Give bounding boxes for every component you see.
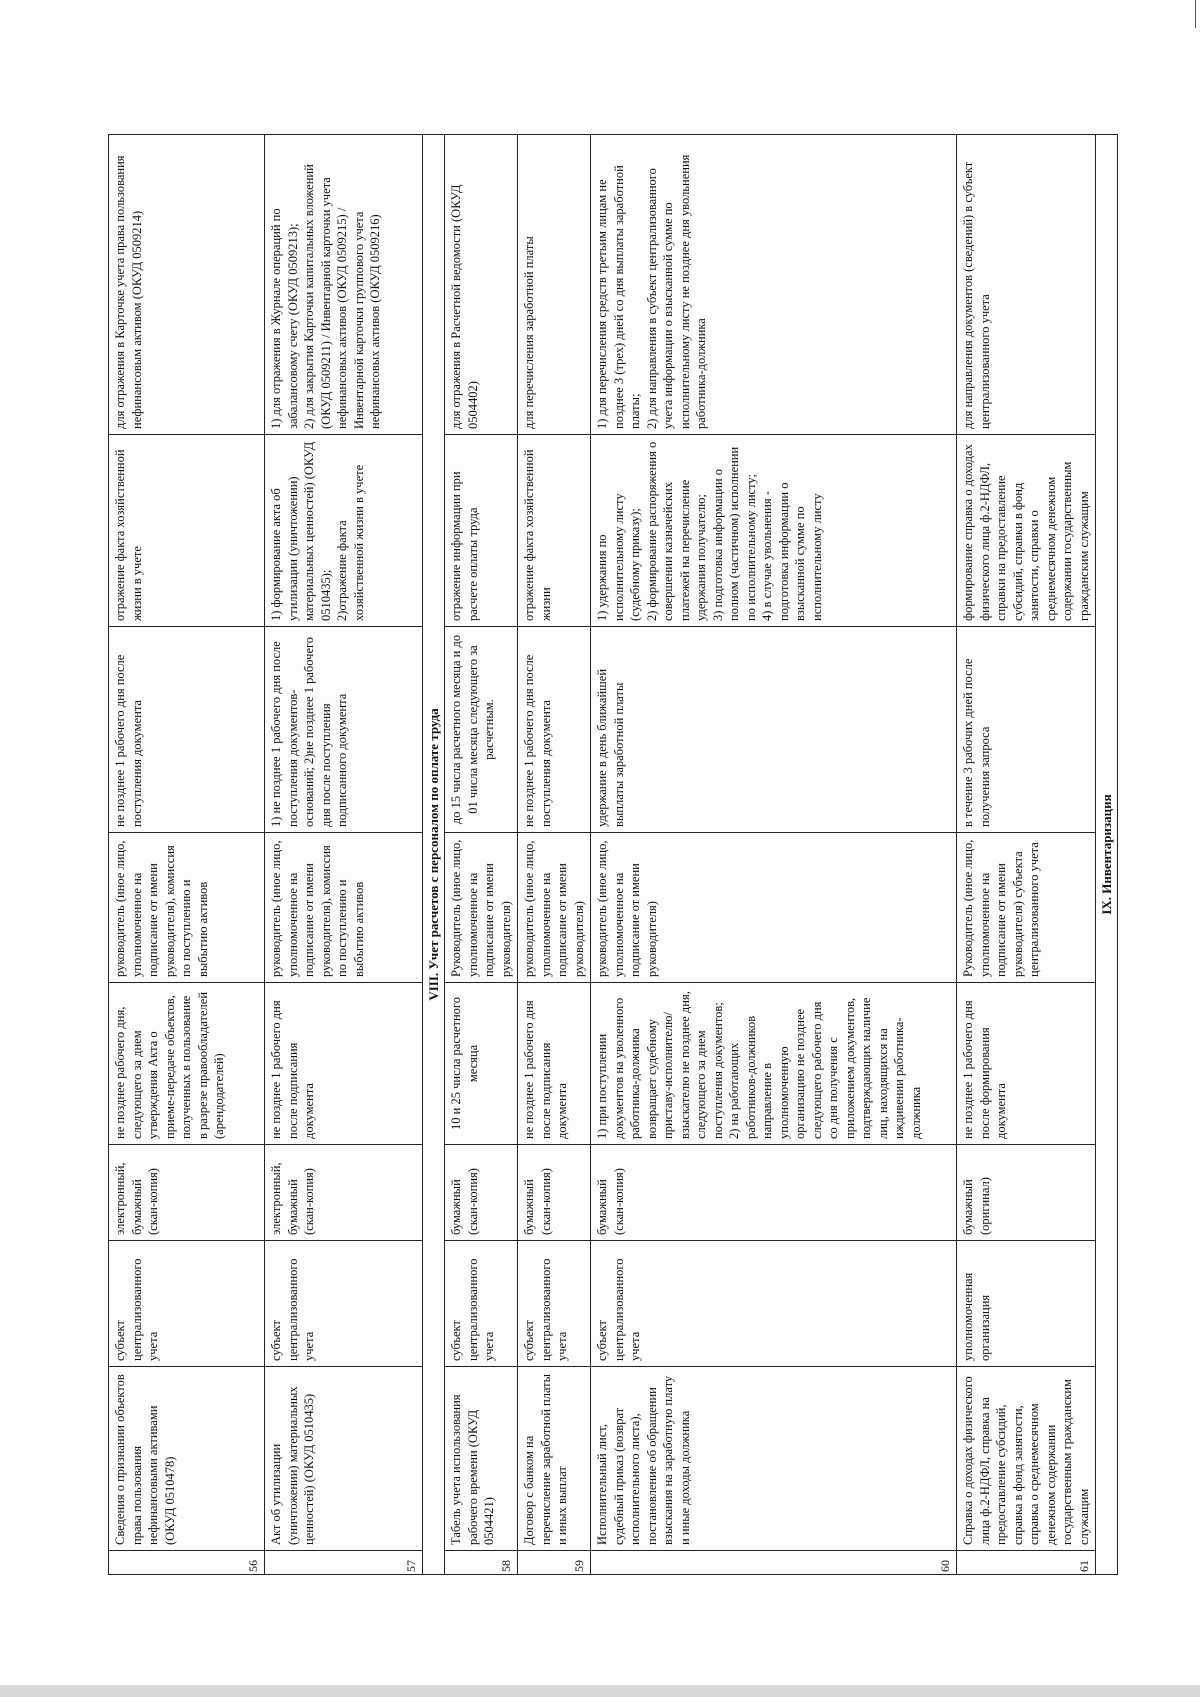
creator-cell: субъект централизованного учета [445, 1241, 518, 1367]
row-number: 58 [445, 1551, 518, 1575]
action-cell: отражение факта хозяйственной жизни в учете [109, 435, 265, 627]
signer-cell: руководитель (иное лицо, уполномоченное на подписание от имени руководителя) [518, 833, 591, 983]
transfer-term-cell: не позднее 1 рабочего дня после поступления документа [518, 627, 591, 833]
format-cell: бумажный (скан-копия) [591, 1145, 957, 1241]
transfer-term-cell: до 15 числа расчетного месяца и до 01 числа месяца следующего за расчетным. [445, 627, 518, 833]
signer-cell: руководитель (иное лицо, уполномоченное на подписание от имени руководителя) [591, 833, 957, 983]
purpose-cell: 1) для перечисления средств третьим лицам не позднее 3 (трех) дней со дня выплаты заработной платы; 2) для направления в субъект централизованного учета информации о взысканной сумме по исполнительному листу не позднее дня увольнения работника-должника [591, 135, 957, 435]
row-number: 57 [265, 1551, 423, 1575]
section-8-title: VIII. Учет расчетов с персоналом по оплате труда [423, 135, 445, 1575]
creator-cell: субъект централизованного учета [591, 1241, 957, 1367]
transfer-term-cell: 1) не позднее 1 рабочего дня после поступления документов-оснований; 2)не позднее 1 рабочего дня после поступления подписанного документа [265, 627, 423, 833]
purpose-cell: 1) для отражения в Журнале операций по забалансовому счету (ОКУД 0509213); 2) для закрытия Карточки капитальных вложений (ОКУД 0509211) / Инвентарной карточки учета нефинансовых активов (ОКУД 0509215) / Инвентарной карточки группового учета нефинансовых активов (ОКУД 0509216) [265, 135, 423, 435]
table-row [445, 135, 518, 1575]
purpose-cell: для отражения в Расчетной ведомости (ОКУД 0504402) [445, 135, 518, 435]
creation-term-cell: не позднее 1 рабочего дня после подписания документа [518, 983, 591, 1145]
format-cell: электронный, бумажный (скан-копия) [109, 1145, 265, 1241]
signer-cell: Руководитель (иное лицо, уполномоченное на подписание от имени руководителя) субъекта централизованного учета [957, 833, 1096, 983]
signer-cell: Руководитель (иное лицо, уполномоченное на подписание от имени руководителя) [445, 833, 518, 983]
page-bottom-edge [0, 1685, 1200, 1697]
format-cell: бумажный (скан-копия) [445, 1145, 518, 1241]
action-cell: 1) формирование акта об утилизации (уничтожении) материальных ценностей) (ОКУД 0510435); 2)отражение факта хозяйственной жизни в учете [265, 435, 423, 627]
document-name-cell: Табель учета использования рабочего времени (ОКУД 0504421) [445, 1367, 518, 1551]
table-row [957, 135, 1096, 1575]
section-header-row [423, 135, 445, 1575]
table-row [109, 135, 265, 1575]
transfer-term-cell: не позднее 1 рабочего дня после поступления документа [109, 627, 265, 833]
action-cell: отражение факта хозяйственной жизни [518, 435, 591, 627]
creator-cell: субъект централизованного учета [109, 1241, 265, 1367]
action-cell: 1) удержания по исполнительному листу (судебному приказу); 2) формирование распоряжения о совершении казначейских платежей на перечисление удержания получателю; 3) подготовка информации о полном (частичном) исполнении по исполнительному листу; 4) в случае увольнения - подготовка информации о взысканной сумме по исполнительному листу [591, 435, 957, 627]
creator-cell: уполномоченная организация [957, 1241, 1096, 1367]
section-9-title: IX. Инвентаризация [1096, 135, 1118, 1575]
section-header-row [1096, 135, 1118, 1575]
table-row [591, 135, 957, 1575]
format-cell: электронный, бумажный (скан-копия) [265, 1145, 423, 1241]
transfer-term-cell: удержание в день ближайшей выплаты заработной платы [591, 627, 957, 833]
action-cell: отражение информации при расчете оплаты труда [445, 435, 518, 627]
action-cell: формирование справка о доходах физического лица ф.2-НДФЛ, справки на предоставление субсидий, справки в фонд занятости, справки о среднемесячном денежном содержании государственным гражданским служащим [957, 435, 1096, 627]
purpose-cell: для перечисления заработной платы [518, 135, 591, 435]
creation-term-cell: 10 и 25 числа расчетного месяца [445, 983, 518, 1145]
document-name-cell: Сведения о признании объектов права пользования нефинансовыми активами (ОКУД 0510478) [109, 1367, 265, 1551]
document-name-cell: Исполнительный лист, судебный приказ (возврат исполнительного листа), постановление об обращении взыскания на заработную плату и иные доходы должника [591, 1367, 957, 1551]
rotated-table-container [108, 135, 1115, 1575]
row-number: 61 [957, 1551, 1096, 1575]
purpose-cell: для направления документов (сведений) в субъект централизованного учета [957, 135, 1096, 435]
signer-cell: руководитель (иное лицо, уполномоченное на подписание от имени руководителя), комиссия по поступлению и выбытию активов [265, 833, 423, 983]
document-name-cell: Справка о доходах физического лица ф.2-НДФЛ, справка на предоставление субсидий, справка в фонд занятости, справка о среднемесячном денежном содержании государственным гражданским служащим [957, 1367, 1096, 1551]
signer-cell: руководитель (иное лицо, уполномоченное на подписание от имени руководителя), комиссия по поступлению и выбытию активов [109, 833, 265, 983]
row-number: 59 [518, 1551, 591, 1575]
purpose-cell: для отражения в Карточке учета права пользования нефинансовым активом (ОКУД 0509214) [109, 135, 265, 435]
format-cell: бумажный (оригинал) [957, 1145, 1096, 1241]
table-row [265, 135, 423, 1575]
format-cell: бумажный (скан-копия) [518, 1145, 591, 1241]
creation-term-cell: не позднее 1 рабочего дня после подписания документа [265, 983, 423, 1145]
row-number: 56 [109, 1551, 265, 1575]
creation-term-cell: не позднее 1 рабочего дня после формирования документа [957, 983, 1096, 1145]
transfer-term-cell: в течение 3 рабочих дней после получения запроса [957, 627, 1096, 833]
creator-cell: субъект централизованного учета [265, 1241, 423, 1367]
scan-edge-line [1195, 0, 1196, 28]
document-name-cell: Договор с банком на перечисление заработной платы и иных выплат [518, 1367, 591, 1551]
row-number: 60 [591, 1551, 957, 1575]
creation-term-cell: 1) при поступлении документов на уволенного работника-должника возвращает судебному приставу-исполнителю/взыскателю не позднее дня, следующего за днем поступления документов; 2) на работающих работников-должников направление в уполномоченную организацию не позднее следующего рабочего дня со дня получения с приложением документов, подтверждающих наличие лиц, находящихся на иждивении работника-должника [591, 983, 957, 1145]
creation-term-cell: не позднее рабочего дня, следующего за днем утверждения Акта о приеме-передаче объектов, полученных в пользование в разрезе правообладателей (арендодателей) [109, 983, 265, 1145]
table-row [518, 135, 591, 1575]
document-name-cell: Акт об утилизации (уничтожении) материальных ценностей) (ОКУД 0510435) [265, 1367, 423, 1551]
creator-cell: субъект централизованного учета [518, 1241, 591, 1367]
document-registry-table [108, 134, 1118, 1575]
